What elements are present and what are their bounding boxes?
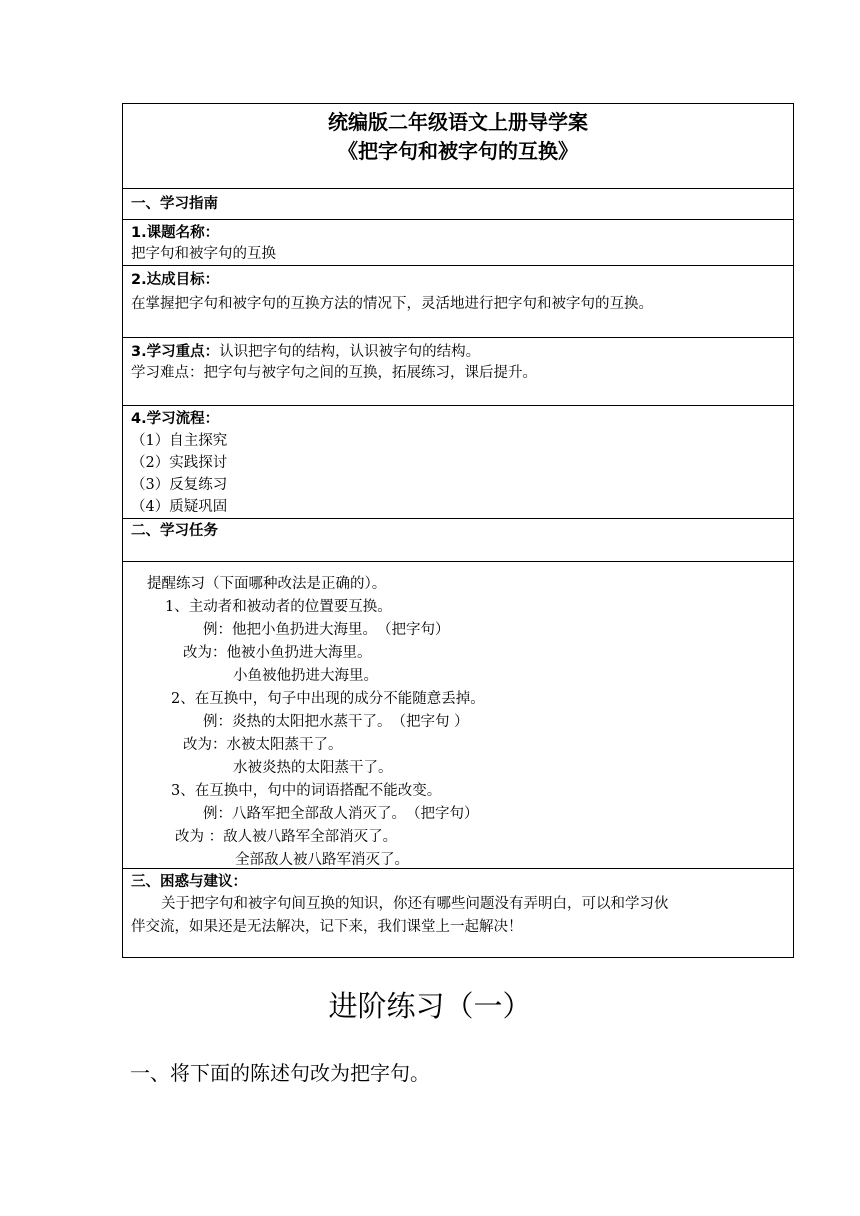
key-points-row (123, 338, 793, 406)
section3-text-line2: 伴交流，如果还是无法解决，记下来，我们课堂上一起解决！ (131, 919, 523, 935)
task-line: 改为 ：敌人被八路军全部消灭了。 (175, 829, 398, 845)
difficulty-text: 学习难点：把字句与被字句之间的互换，拓展练习，课后提升。 (131, 365, 537, 381)
key-points-line (131, 340, 480, 363)
task-line: 改为：水被太阳蒸干了。 (183, 737, 343, 753)
topic-row (123, 220, 793, 266)
practice-question-1: 一、将下面的陈述句改为把字句。 (130, 1061, 430, 1085)
task-line: 2、在互换中，句子中出现的成分不能随意丢掉。 (171, 691, 485, 707)
task-line: 1、主动者和被动者的位置要互换。 (165, 599, 392, 615)
key-text: 认识把字句的结构，认识被字句的结构。 (219, 344, 481, 360)
study-guide-table (122, 103, 794, 958)
task-line: 例：炎热的太阳把水蒸干了。 （把字句 ） (203, 714, 469, 730)
task-line: 例：八路军把全部敌人消灭了。 （把字句） (203, 806, 479, 822)
questions-row (123, 869, 793, 959)
process-item: （2）实践探讨 (131, 455, 228, 471)
goal-heading: 2.达成目标： (131, 272, 220, 288)
key-heading: 3.学习重点： (131, 344, 220, 360)
task-line: 改为：他被小鱼扔进大海里。 (183, 645, 372, 661)
goal-row (123, 266, 793, 338)
process-item: （1）自主探究 (131, 433, 228, 449)
process-item: （4）质疑巩固 (131, 499, 228, 515)
title-cell (123, 104, 793, 189)
section2-heading: 二、学习任务 (131, 523, 218, 539)
process-item: （3）反复练习 (131, 477, 228, 493)
section3-heading: 三、困惑与建议： (131, 874, 247, 890)
section1-heading-row (123, 189, 793, 220)
section2-heading-row (123, 519, 793, 562)
doc-title: 统编版二年级语文上册导学案 (328, 110, 588, 134)
task-line: 小鱼被他扔进大海里。 (233, 668, 378, 684)
task-row (123, 562, 793, 869)
goal-text: 在掌握把字句和被字句的互换方法的情况下，灵活地进行把字句和被字句的互换。 (131, 296, 653, 312)
task-line: 3、在互换中，句中的词语搭配不能改变。 (171, 783, 442, 799)
section3-text-line1: 关于把字句和被字句间互换的知识，你还有哪些问题没有弄明白，可以和学习伙 (161, 896, 669, 912)
process-heading: 4.学习流程： (131, 411, 220, 427)
task-line: 水被炎热的太阳蒸干了。 (233, 760, 393, 776)
task-line: 提醒练习（下面哪种改法是正确的）。 (147, 576, 387, 592)
topic-heading: 1.课题名称： (131, 225, 220, 241)
doc-subtitle: 《把字句和被字句的互换》 (338, 139, 578, 163)
section1-heading: 一、学习指南 (131, 196, 218, 212)
task-line: 全部敌人被八路军消灭了。 (235, 852, 409, 868)
task-line: 例：他把小鱼扔进大海里。 （把字句） (203, 622, 450, 638)
topic-text: 把字句和被字句的互换 (131, 246, 276, 262)
practice-heading: 进阶练习（一） (328, 989, 532, 1023)
process-row (123, 406, 793, 519)
